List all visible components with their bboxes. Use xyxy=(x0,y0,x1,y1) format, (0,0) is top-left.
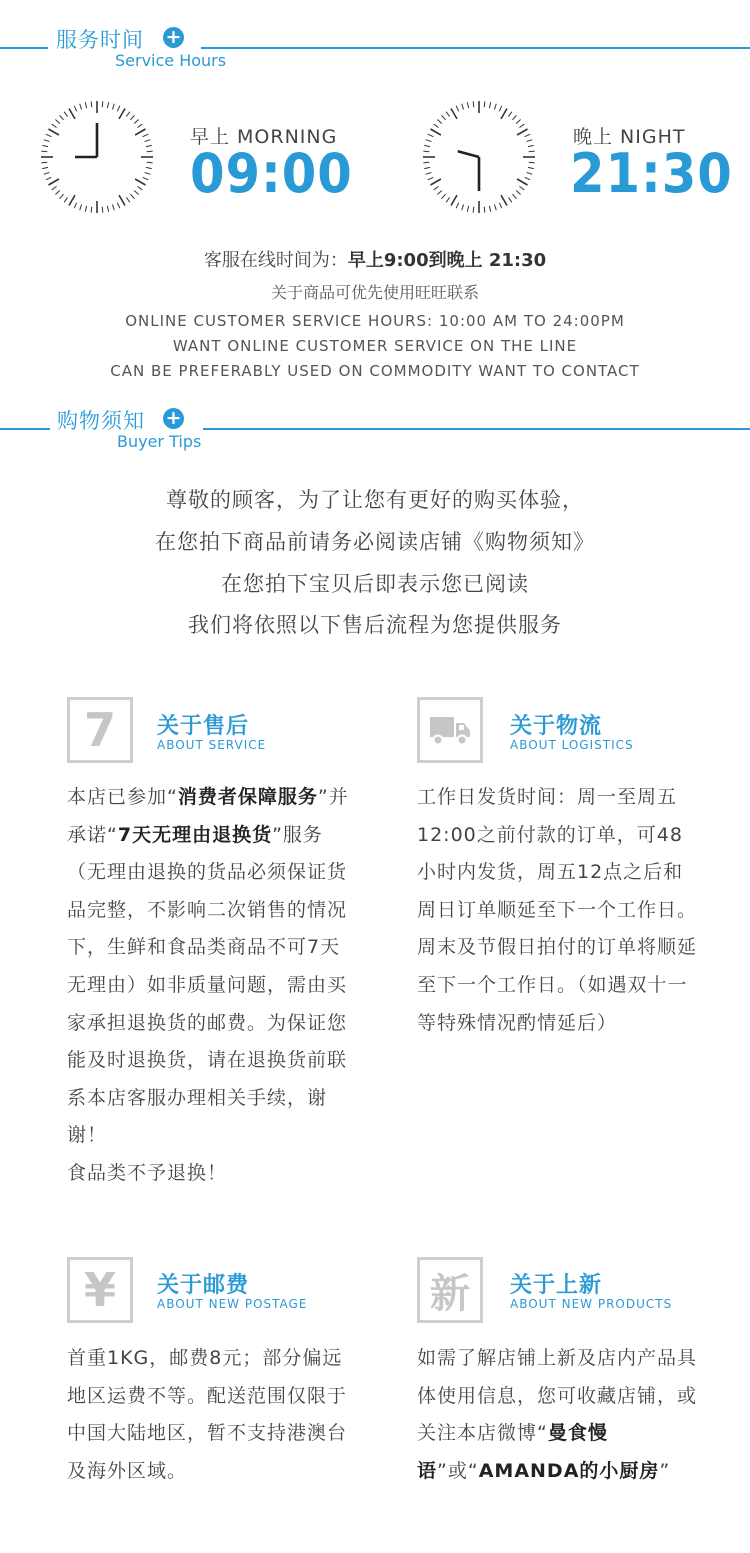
section-divider-right xyxy=(203,428,750,430)
clock-tick xyxy=(44,140,50,142)
clock-tick xyxy=(91,207,92,213)
new-products-card-title: 关于上新 xyxy=(510,1273,603,1298)
clock-tick xyxy=(516,190,520,194)
clock-tick xyxy=(41,162,47,163)
clock-tick xyxy=(46,134,51,136)
clock-hour-hand xyxy=(458,151,479,157)
clock-tick xyxy=(55,190,59,194)
en-want-line: WANT ONLINE CUSTOMER SERVICE ON THE LINE xyxy=(172,337,578,355)
clock-tick xyxy=(527,140,533,142)
clock-tick xyxy=(489,206,490,212)
clock-tick xyxy=(102,101,103,107)
clock-tick xyxy=(74,203,76,208)
clock-tick xyxy=(117,203,119,208)
clock-tick xyxy=(442,115,446,119)
truck-icon xyxy=(417,697,483,763)
clock-tick xyxy=(494,205,496,211)
service-card-body xyxy=(67,779,349,1193)
clock-tick xyxy=(107,206,108,212)
clock-tick xyxy=(130,194,134,198)
clock-tick xyxy=(508,112,512,117)
clock-tick xyxy=(423,162,429,163)
clock-tick xyxy=(431,129,441,135)
clock-tick xyxy=(80,205,82,211)
clock-tick xyxy=(52,186,57,190)
clock-tick xyxy=(126,197,130,202)
clock-tick xyxy=(49,179,59,185)
clock-tick xyxy=(143,177,148,179)
tip-line: 尊敬的顾客，为了让您有更好的购买体验， xyxy=(166,488,584,512)
clock-tick xyxy=(467,102,468,108)
clock-tick xyxy=(528,145,534,146)
service-text: ”服务（无理由退换的货品必须保证货品完整，不影响二次销售的情况下，生鲜和食品类商品不可7天无理由）如非质量问题，需由买家承担退换货的邮费。为保证您能及时退换货，请在退换货前联系本店客服办理相关手续，谢谢！ xyxy=(67,823,348,1147)
clock-tick xyxy=(102,207,103,213)
section-divider-right xyxy=(201,47,750,49)
clock-tick xyxy=(456,203,458,208)
tip-line: 在您拍下商品前请务必阅读店铺《购物须知》 xyxy=(155,530,595,554)
clock-tick xyxy=(499,106,501,111)
clock-tick xyxy=(119,109,125,119)
clock-tick xyxy=(442,194,446,198)
clock-tick xyxy=(517,179,527,185)
clock-tick xyxy=(501,109,507,119)
clock-tick xyxy=(41,151,47,152)
clock-tick xyxy=(117,106,119,111)
clock-tick xyxy=(462,104,464,110)
clock-tick xyxy=(135,179,145,185)
clock-tick xyxy=(60,115,64,119)
logistics-card-title: 关于物流 xyxy=(510,714,603,739)
new-products-card-subtitle: ABOUT NEW PRODUCTS xyxy=(510,1297,673,1311)
morning-time: 09:00 xyxy=(190,142,353,205)
clock-tick xyxy=(145,140,151,142)
service-card-title: 关于售后 xyxy=(157,714,250,739)
clock-tick xyxy=(529,162,535,163)
clock-tick xyxy=(446,197,450,202)
clock-tick xyxy=(434,124,439,128)
tip-line: 我们将依照以下售后流程为您提供服务 xyxy=(188,613,562,637)
clock-night-icon xyxy=(419,97,539,217)
clock-morning-icon xyxy=(37,97,157,217)
tip-line: 在您拍下宝贝后即表示您已阅读 xyxy=(221,572,529,596)
clock-tick xyxy=(52,124,57,128)
en-contact-line: CAN BE PREFERABLY USED ON COMMODITY WANT TO CONTACT xyxy=(110,362,640,380)
logistics-text: 周末及节假日拍付的订单将顺延至下一个工作日。（如遇双十一等特殊情况酌情延后） xyxy=(417,936,698,1034)
section-divider-left xyxy=(0,428,50,430)
clock-tick xyxy=(137,124,142,128)
service-text: ”并承诺“ xyxy=(67,786,349,846)
buyer-tips-title: 购物须知 xyxy=(57,409,145,433)
logistics-card-subtitle: ABOUT LOGISTICS xyxy=(510,738,634,752)
service-highlight: 7天无理由退换货 xyxy=(117,823,273,846)
clock-tick xyxy=(494,104,496,110)
new-products-text: ”或“ xyxy=(437,1459,479,1482)
clock-tick xyxy=(74,106,76,111)
buyer-tips-subtitle: Buyer Tips xyxy=(117,432,202,451)
clock-tick xyxy=(428,134,433,136)
clock-tick xyxy=(431,179,441,185)
plus-icon: + xyxy=(163,27,184,48)
en-hours-line: ONLINE CUSTOMER SERVICE HOURS: 10:00 AM TO 24:00PM xyxy=(125,312,625,330)
clock-tick xyxy=(462,205,464,211)
clock-tick xyxy=(456,106,458,111)
night-time: 21:30 xyxy=(570,142,733,205)
clock-tick xyxy=(529,151,535,152)
night-label: 晚上 NIGHT xyxy=(573,126,686,148)
online-hours-value: 早上9:00到晚上 21:30 xyxy=(347,250,547,271)
clock-tick xyxy=(134,120,138,124)
clock-tick xyxy=(501,195,507,205)
clock-tick xyxy=(147,151,153,152)
truck-icon xyxy=(428,713,472,747)
clock-tick xyxy=(91,101,92,107)
clock-tick xyxy=(424,145,430,146)
clock-tick xyxy=(147,162,153,163)
clock-tick xyxy=(112,104,114,110)
clock-tick xyxy=(146,145,152,146)
service-text: 本店已参加“ xyxy=(67,786,178,808)
clock-tick xyxy=(137,186,142,190)
section-divider-left xyxy=(0,47,48,49)
clock-tick xyxy=(119,195,125,205)
clock-tick xyxy=(135,129,145,135)
logistics-card-body xyxy=(417,779,699,1042)
clock-tick xyxy=(60,194,64,198)
clock-tick xyxy=(426,172,432,174)
clock-tick xyxy=(473,101,474,107)
clock-tick xyxy=(423,151,429,152)
clock-tick xyxy=(484,101,485,107)
clock-tick xyxy=(146,167,152,168)
clock-tick xyxy=(508,197,512,202)
clock-tick xyxy=(44,172,50,174)
morning-label: 早上 MORNING xyxy=(190,126,338,148)
online-hours-line xyxy=(0,246,750,272)
clock-tick xyxy=(451,109,457,119)
postage-card-body: 首重1KG，邮费8元；部分偏远地区运费不等。配送范围仅限于中国大陆地区，暂不支持港澳台及海外区域。 xyxy=(67,1347,348,1482)
clock-tick xyxy=(451,195,457,205)
online-hours-prefix: 客服在线时间为： xyxy=(203,250,348,271)
clock-tick xyxy=(69,109,75,119)
wangwang-note: 关于商品可优先使用旺旺联系 xyxy=(270,283,479,302)
clock-tick xyxy=(107,102,108,108)
service-highlight: 消费者保障服务 xyxy=(177,786,318,808)
clock-tick xyxy=(130,115,134,119)
clock-tick xyxy=(64,112,68,117)
clock-tick xyxy=(426,140,432,142)
service-hours-title: 服务时间 xyxy=(56,28,144,52)
clock-tick xyxy=(80,104,82,110)
clock-tick xyxy=(519,186,524,190)
clock-tick xyxy=(516,120,520,124)
clock-tick xyxy=(85,102,86,108)
clock-tick xyxy=(512,194,516,198)
clock-tick xyxy=(428,177,433,179)
clock-tick xyxy=(69,195,75,205)
clock-tick xyxy=(499,203,501,208)
clock-tick xyxy=(489,102,490,108)
clock-tick xyxy=(49,129,59,135)
clock-tick xyxy=(424,167,430,168)
new-products-card-body xyxy=(417,1340,699,1490)
service-hours-subtitle: Service Hours xyxy=(115,51,227,70)
clock-tick xyxy=(527,172,533,174)
clock-tick xyxy=(55,120,59,124)
clock-tick xyxy=(64,197,68,202)
clock-tick xyxy=(134,190,138,194)
service-card-subtitle: ABOUT SERVICE xyxy=(157,738,267,752)
clock-tick xyxy=(42,145,48,146)
postage-card-subtitle: ABOUT NEW POSTAGE xyxy=(157,1297,308,1311)
clock-tick xyxy=(484,207,485,213)
clock-tick xyxy=(126,112,130,117)
clock-tick xyxy=(437,120,441,124)
clock-tick xyxy=(434,186,439,190)
new-products-highlight: 曼食慢语 xyxy=(417,1422,608,1482)
clock-tick xyxy=(473,207,474,213)
clock-tick xyxy=(42,167,48,168)
clock-tick xyxy=(525,177,530,179)
clock-tick xyxy=(145,172,151,174)
clock-tick xyxy=(46,177,51,179)
clock-tick xyxy=(143,134,148,136)
clock-tick xyxy=(517,129,527,135)
plus-icon: + xyxy=(163,408,184,429)
clock-tick xyxy=(437,190,441,194)
yuan-icon: ¥ xyxy=(67,1257,133,1323)
clock-tick xyxy=(528,167,534,168)
clock-tick xyxy=(467,206,468,212)
service-text: 食品类不予退换！ xyxy=(67,1161,228,1184)
clock-tick xyxy=(446,112,450,117)
new-products-highlight: AMANDA的小厨房 xyxy=(478,1459,660,1482)
postage-card-title: 关于邮费 xyxy=(157,1273,250,1298)
clock-tick xyxy=(519,124,524,128)
clock-tick xyxy=(85,206,86,212)
clock-tick xyxy=(512,115,516,119)
new-products-text: ” xyxy=(659,1459,671,1482)
seven-days-icon: 7 xyxy=(67,697,133,763)
clock-tick xyxy=(525,134,530,136)
clock-tick xyxy=(112,205,114,211)
new-products-text: 如需了解店铺上新及店内产品具体使用信息，您可收藏店铺，或关注本店微博“ xyxy=(417,1347,698,1445)
new-icon: 新 xyxy=(417,1257,483,1323)
logistics-text: 工作日发货时间：周一至周五12:00之前付款的订单，可48小时内发货，周五12点之后和周日订单顺延至下一个工作日。 xyxy=(417,786,698,921)
